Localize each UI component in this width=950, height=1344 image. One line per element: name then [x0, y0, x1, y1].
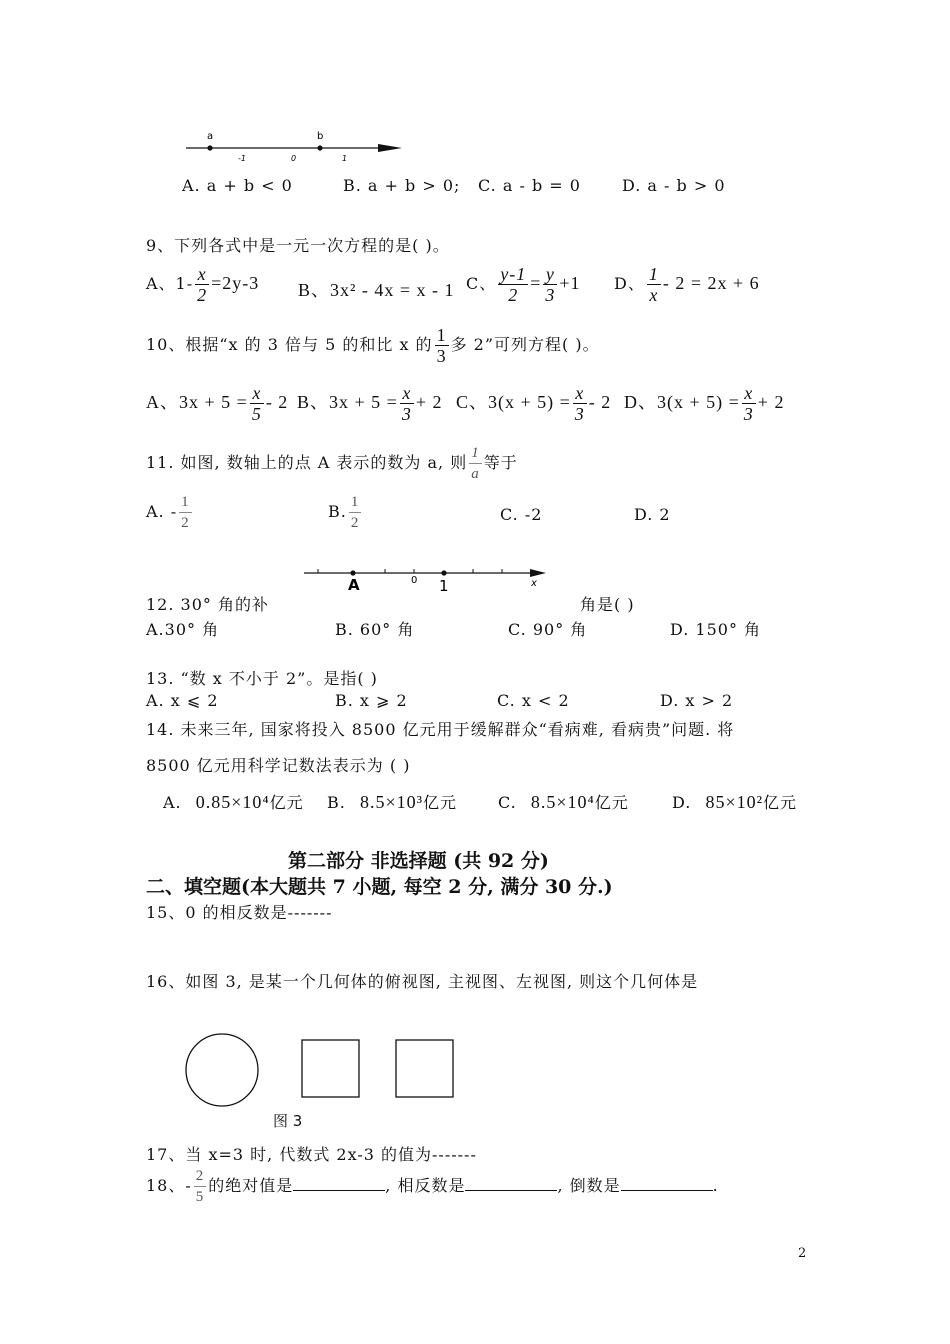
q12-stem-left: 12. 30° 角的补	[146, 595, 269, 614]
tick-minus-1: -1	[238, 154, 246, 163]
q10-option-b	[297, 383, 442, 424]
q9-a-post: =2y-3	[211, 273, 260, 293]
q8-option-b: B. a + b > 0;	[343, 176, 461, 195]
q11-stem-frac	[469, 443, 482, 484]
q10-a-den: 5	[251, 404, 262, 424]
q10-option-c	[456, 383, 611, 424]
q15-stem: 15、0 的相反数是	[146, 903, 288, 922]
q9-option-c	[466, 264, 581, 305]
q9-d-den: x	[649, 285, 659, 305]
tick-0: 0	[291, 154, 297, 163]
q8-option-c: C. a - b = 0	[478, 176, 581, 195]
q11-option-c: C. -2	[500, 505, 543, 524]
q11-b-num: 1	[349, 492, 362, 513]
q10-stem-pre: 10、根据“x 的 3 倍与 5 的和比 x 的	[146, 335, 433, 354]
q9-a-pre: A、1-	[146, 274, 194, 293]
q12-option-b: B. 60° 角	[335, 620, 415, 639]
q11-option-b	[328, 492, 363, 533]
part2-title: 第二部分 非选择题 (共 92 分)	[288, 850, 549, 872]
q16-stem: 16、如图 3, 是某一个几何体的俯视图, 主视图、左视图, 则这个几何体是	[146, 972, 699, 991]
q8-option-a: A. a + b < 0	[182, 176, 293, 195]
figure-3	[180, 1030, 470, 1130]
q11-a-num: 1	[179, 492, 192, 513]
side-view-square	[396, 1040, 453, 1097]
q10-option-d	[624, 383, 784, 424]
q14-a-value: 0.85×10⁴	[195, 792, 270, 812]
number-line-q11	[298, 558, 553, 594]
q10-d-den: 3	[743, 404, 754, 424]
q10-b-pre: B、3x + 5 =	[297, 392, 398, 412]
q8-option-d: D. a - b > 0	[622, 176, 726, 195]
label-b: b	[317, 131, 324, 142]
q9-a-num: x	[195, 264, 209, 285]
q18-end: .	[712, 1176, 719, 1195]
q10-d-num: x	[742, 383, 756, 404]
q11-a-pre: A. -	[146, 502, 178, 521]
q12-option-a: A.30° 角	[146, 620, 220, 639]
q10-c-pre: C、3(x + 5) =	[456, 392, 571, 412]
q14-stem-line1: 14. 未来三年, 国家将投入 8500 亿元用于缓解群众“看病难, 看病贵”问题. 将	[146, 720, 735, 739]
q10-c-frac	[573, 383, 587, 424]
q12-stem-right: 角是( )	[580, 595, 635, 614]
figure-3-caption: 图 3	[273, 1112, 303, 1130]
q9-a-den: 2	[197, 285, 208, 305]
q12-option-c: C. 90° 角	[508, 620, 588, 639]
q18-blank-abs	[293, 1176, 385, 1191]
q14-d-value: 85×10²	[705, 792, 763, 812]
q14-b-label: B.	[327, 793, 346, 812]
q14-b-value: 8.5×10³	[359, 792, 423, 812]
q13-option-c: C. x < 2	[497, 691, 570, 710]
q18	[146, 1166, 719, 1207]
q18-frac	[194, 1166, 207, 1207]
point-a-dot	[207, 145, 212, 150]
point-b-dot	[317, 145, 322, 150]
q10-d-frac	[742, 383, 756, 424]
q9-stem: 9、下列各式中是一元一次方程的是( )。	[146, 236, 450, 255]
q14-c-value: 8.5×10⁴	[530, 792, 595, 812]
q11-option-a	[146, 492, 194, 533]
q9-c-den2: 3	[545, 285, 556, 305]
q18-text-opposite: , 相反数是	[385, 1176, 466, 1195]
q10-d-pre: D、3(x + 5) =	[624, 392, 740, 412]
section-title-fill-blank: 二、填空题(本大题共 7 小题, 每空 2 分, 满分 30 分.)	[146, 876, 613, 898]
q18-text-reciprocal: , 倒数是	[557, 1176, 621, 1195]
q10-stem-post: 多 2”可列方程( )。	[450, 335, 600, 354]
q10-a-frac	[250, 383, 264, 424]
q14-d-unit: 亿元	[763, 793, 798, 812]
q10-stem-num: 1	[436, 325, 447, 345]
q9-c-eq: =	[530, 273, 542, 293]
q9-option-d	[614, 264, 760, 305]
q9-c-pre: C、	[466, 274, 497, 293]
q9-c-num1: y-1	[500, 264, 527, 284]
label-a: A	[348, 576, 360, 594]
q17	[146, 1142, 477, 1165]
q10-c-post: - 2	[588, 392, 612, 412]
q11-stem-num: 1	[469, 443, 482, 464]
q18-num: 2	[194, 1166, 207, 1187]
q15-blank: -------	[287, 903, 333, 922]
q18-blank-reciprocal	[621, 1176, 713, 1191]
number-line-q8	[180, 128, 410, 164]
q9-c-den1: 2	[508, 285, 519, 305]
tick-1: 1	[439, 577, 449, 594]
q14-option-a	[163, 790, 304, 813]
q11-a-frac	[179, 492, 192, 533]
axis-x-label: x	[531, 578, 537, 589]
point-a-dot	[350, 570, 355, 575]
q10-b-post: + 2	[415, 392, 443, 412]
q13-option-a: A. x ⩽ 2	[146, 691, 219, 710]
q11-stem-pre: 11. 如图, 数轴上的点 A 表示的数为 a, 则	[146, 453, 468, 472]
q9-d-pre: D、	[614, 274, 645, 293]
q10-d-post: + 2	[757, 392, 785, 412]
q14-d-label: D.	[672, 793, 692, 812]
q14-option-b	[327, 790, 457, 813]
q17-blank: -------	[432, 1145, 477, 1164]
tick-1: 1	[342, 154, 348, 163]
q11-a-den: 2	[181, 515, 190, 531]
q11-option-d: D. 2	[634, 505, 671, 524]
q9-option-b	[298, 276, 455, 302]
q10-option-a	[146, 383, 288, 424]
label-a: a	[207, 131, 214, 142]
q14-b-unit: 亿元	[423, 793, 458, 812]
q11-stem	[146, 443, 518, 484]
top-view-circle	[186, 1034, 258, 1106]
q9-c-num2: y	[543, 264, 557, 285]
q14-stem-line2: 8500 亿元用科学记数法表示为 ( )	[146, 756, 411, 775]
q9-b-text: B、3x² - 4x = x - 1	[298, 280, 455, 300]
q11-stem-post: 等于	[483, 453, 518, 472]
q13-option-b: B. x ⩾ 2	[335, 691, 408, 710]
q9-c-post: +1	[559, 273, 581, 293]
q14-a-unit: 亿元	[269, 793, 304, 812]
q15	[146, 900, 332, 923]
front-view-square	[302, 1040, 359, 1097]
q9-a-frac	[195, 264, 209, 305]
q14-option-c	[498, 790, 629, 813]
q17-stem: 17、当 x=3 时, 代数式 2x-3 的值为	[146, 1145, 432, 1164]
q11-b-den: 2	[350, 515, 360, 531]
q14-a-label: A.	[163, 793, 182, 812]
q10-a-num: x	[250, 383, 264, 404]
q14-option-d	[672, 790, 797, 813]
q14-c-unit: 亿元	[594, 793, 629, 812]
q9-c-frac2	[543, 264, 557, 305]
q9-d-post: - 2 = 2x + 6	[662, 273, 760, 293]
q10-c-num: x	[573, 383, 587, 404]
q14-c-label: C.	[498, 793, 517, 812]
q18-den: 5	[195, 1189, 205, 1205]
q10-c-den: 3	[574, 404, 585, 424]
q9-option-a	[146, 264, 259, 305]
q10-stem	[146, 325, 600, 366]
q13-option-d: D. x > 2	[660, 691, 734, 710]
q18-blank-opposite	[465, 1176, 557, 1191]
q10-a-post: - 2	[265, 392, 289, 412]
q10-b-den: 3	[401, 404, 412, 424]
q10-stem-den: 3	[436, 346, 447, 366]
point-1-dot	[441, 570, 446, 575]
q10-a-pre: A、3x + 5 =	[146, 392, 248, 412]
q18-text-abs: 的绝对值是	[208, 1176, 294, 1195]
q10-b-frac	[400, 383, 414, 424]
q9-d-frac	[647, 264, 661, 305]
q11-stem-den: a	[471, 466, 480, 482]
q12-option-d: D. 150° 角	[670, 620, 762, 639]
q9-c-frac1	[498, 264, 528, 305]
q11-b-pre: B.	[328, 502, 347, 521]
q11-b-frac	[349, 492, 362, 533]
q10-b-num: x	[400, 383, 414, 404]
page-number: 2	[798, 1246, 807, 1261]
q9-d-num: 1	[648, 264, 659, 284]
tick-0: 0	[411, 575, 418, 586]
q10-stem-frac	[435, 325, 449, 366]
q18-pre: 18、-	[146, 1176, 192, 1195]
q13-stem: 13. “数 x 不小于 2”。是指( )	[146, 669, 378, 688]
